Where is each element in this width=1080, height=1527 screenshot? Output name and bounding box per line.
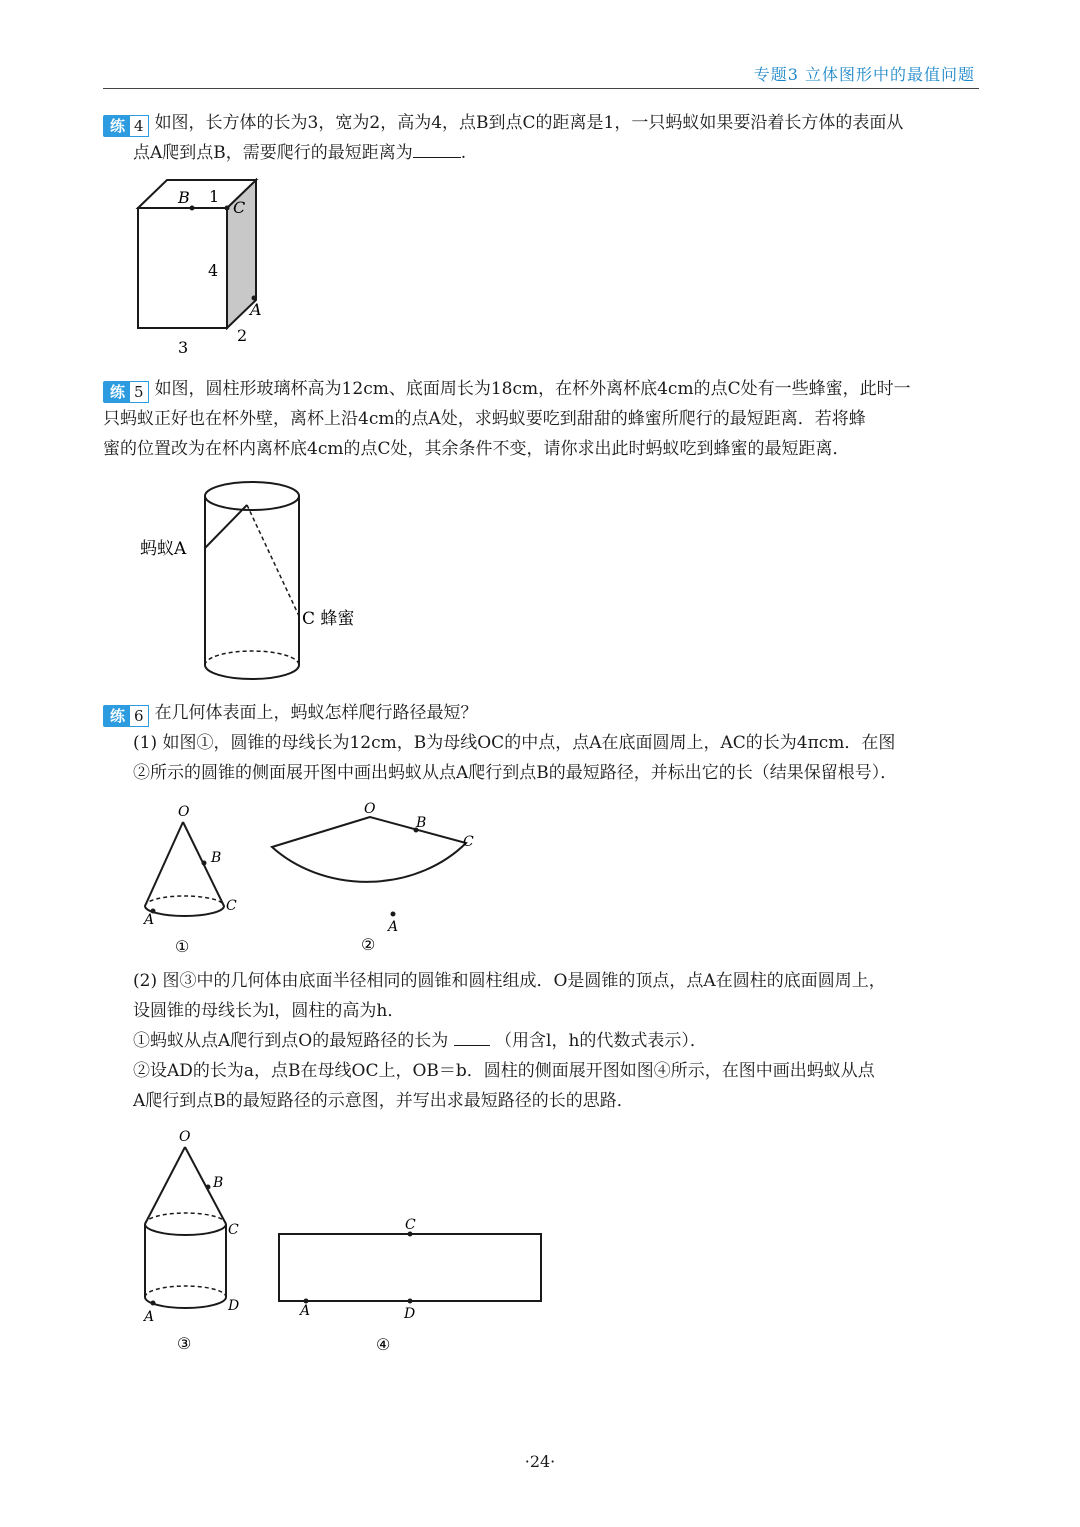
point-b-label: B: [213, 1175, 224, 1191]
point-d-label: D: [228, 1298, 240, 1314]
cone-cylinder-figure: [130, 1125, 260, 1360]
problem-text: （用含l，h的代数式表示）．: [495, 1031, 707, 1051]
problem-text: 只蚂蚁正好也在杯外壁，离杯上沿4cm的点A处，求蚂蚁要吃到甜甜的蜂蜜所爬行的最短距离．若将蜂: [103, 409, 866, 429]
point-a-label: A: [388, 919, 399, 935]
problem-tag: 练 4: [103, 111, 149, 133]
problem-4: 练 4 如图，长方体的长为3，宽为2，高为4，点B到点C的距离是1，一只蚂蚁如果要沿着长方体的表面从 点A爬到点B，需要爬行的最短距离为 .: [103, 108, 983, 168]
width-label: 2: [237, 326, 248, 345]
point-a-label: A: [300, 1303, 311, 1319]
sector-figure: [260, 795, 490, 960]
problem-6: [103, 698, 983, 788]
point-a-label: A: [250, 300, 262, 319]
figure-number: ②: [361, 935, 376, 954]
problem-text: 在几何体表面上，蚂蚁怎样爬行路径最短？: [154, 703, 478, 723]
figure-number: ④: [376, 1335, 391, 1354]
problem-tag: 练 5: [103, 377, 149, 399]
figure-number: ③: [177, 1334, 192, 1353]
point-c-label: C: [226, 898, 237, 914]
length-label: 1: [209, 187, 220, 206]
problem-text: 点A爬到点B，需要爬行的最短距离为: [133, 143, 413, 163]
point-c-label: C: [405, 1217, 416, 1233]
problem-text: 如图，圆柱形玻璃杯高为12cm、底面周长为18cm，在杯外离杯底4cm的点C处有一些蜂蜜，此时一: [154, 379, 911, 399]
cone-figure: [130, 800, 250, 960]
page-number: ·24·: [524, 1452, 556, 1471]
problem-5: [103, 374, 983, 464]
honey-label: C 蜂蜜: [302, 609, 355, 629]
length-label: 3: [178, 338, 189, 357]
point-a-label: A: [144, 912, 155, 928]
problem-text: 蜜的位置改为在杯内离杯底4cm的点C处，其余条件不变，请你求出此时蚂蚁吃到蜂蜜的最短距离．: [103, 439, 850, 459]
point-c-label: C: [228, 1222, 239, 1238]
answer-blank: [413, 139, 461, 158]
problem-text: (2) 图③中的几何体由底面半径相同的圆锥和圆柱组成．O是圆锥的顶点，点A在圆柱的底面圆周上，: [133, 971, 886, 991]
point-o-label: O: [364, 801, 376, 817]
figure-number: ①: [175, 937, 190, 956]
point-c-label: C: [463, 834, 474, 850]
problem-text: ①蚂蚁从点A爬行到点O的最短路径的长为: [133, 1031, 449, 1051]
cuboid-figure: [120, 170, 290, 360]
problem-text: ②所示的圆锥的侧面展开图中画出蚂蚁从点A爬行到点B的最短路径，并标出它的长（结果保留根号）．: [133, 763, 898, 783]
point-b-label: B: [178, 188, 190, 207]
problem-text: (1) 如图①，圆锥的母线长为12cm，B为母线OC的中点，点A在底面圆周上，AC的长为4πcm．在图: [133, 733, 896, 753]
point-c-label: C: [233, 198, 246, 217]
problem-6-part-2: [103, 966, 983, 1116]
point-b-label: B: [211, 850, 222, 866]
answer-blank: [454, 1027, 490, 1046]
problem-text: 设圆锥的母线长为l，圆柱的高为h．: [133, 1001, 405, 1021]
problem-tag: 练 6: [103, 701, 149, 723]
problem-text: ②设AD的长为a，点B在母线OC上，OB＝b．圆柱的侧面展开图如图④所示，在图中画出蚂蚁从点: [133, 1061, 875, 1081]
point-o-label: O: [179, 1129, 191, 1145]
problem-text: A爬行到点B的最短路径的示意图，并写出求最短路径的长的思路．: [133, 1091, 634, 1111]
page-header: [103, 60, 979, 89]
point-o-label: O: [178, 804, 190, 820]
lateral-surface-figure: [270, 1210, 555, 1360]
point-a-label: A: [144, 1309, 155, 1325]
height-label: 4: [208, 261, 219, 280]
ant-label: 蚂蚁A: [140, 539, 187, 559]
point-d-label: D: [404, 1306, 416, 1322]
cylinder-figure: [130, 470, 370, 685]
header-title: 专题3 立体图形中的最值问题: [753, 65, 975, 84]
point-b-label: B: [416, 815, 427, 831]
problem-text: 如图，长方体的长为3，宽为2，高为4，点B到点C的距离是1，一只蚂蚁如果要沿着长方体的表面从: [154, 113, 904, 133]
